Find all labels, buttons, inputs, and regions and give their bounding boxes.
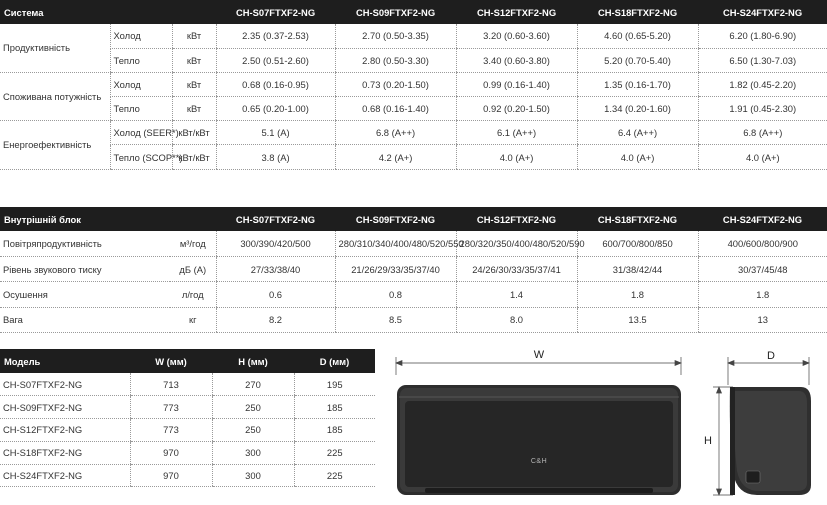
group-label: Продуктивність xyxy=(0,24,110,72)
value-cell: 21/26/29/33/35/37/40 xyxy=(335,256,456,281)
value-cell: 5.20 (0.70-5.40) xyxy=(577,48,698,72)
front-view xyxy=(397,385,681,495)
unit-label: л/год xyxy=(170,282,216,307)
height-cell: 250 xyxy=(212,419,294,442)
unit-label: м³/год xyxy=(170,231,216,256)
value-cell: 2.50 (0.51-2.60) xyxy=(216,48,335,72)
value-cell: 1.82 (0.45-2.20) xyxy=(698,72,827,96)
table-row xyxy=(0,121,827,145)
model-header: CH-S09FTXF2-NG xyxy=(335,0,456,24)
value-cell: 3.20 (0.60-3.60) xyxy=(456,24,577,48)
group-label: Енергоефективність xyxy=(0,121,110,169)
value-cell: 0.99 (0.16-1.40) xyxy=(456,72,577,96)
unit-label: кВт/кВт xyxy=(172,121,216,145)
param-label: Вага xyxy=(0,307,170,332)
dimensions-header-row xyxy=(0,349,375,373)
width-cell: 970 xyxy=(130,464,212,487)
mode-label: Тепло xyxy=(110,97,172,121)
table-row xyxy=(0,282,827,307)
mode-label: Холод (SEER*) xyxy=(110,121,172,145)
column-header: H (мм) xyxy=(212,349,294,373)
model-header: CH-S12FTXF2-NG xyxy=(456,0,577,24)
value-cell: 0.73 (0.20-1.50) xyxy=(335,72,456,96)
value-cell: 1.4 xyxy=(456,282,577,307)
column-header: W (мм) xyxy=(130,349,212,373)
value-cell: 4.60 (0.65-5.20) xyxy=(577,24,698,48)
value-cell: 280/320/350/400/480/520/590 xyxy=(456,231,577,256)
table-row xyxy=(0,307,827,332)
value-cell: 6.1 (A++) xyxy=(456,121,577,145)
height-cell: 270 xyxy=(212,373,294,396)
width-label: W xyxy=(533,349,545,361)
value-cell: 8.0 xyxy=(456,307,577,332)
value-cell: 1.8 xyxy=(577,282,698,307)
model-header: CH-S24FTXF2-NG xyxy=(698,0,827,24)
table-row xyxy=(0,373,375,396)
table-row xyxy=(0,396,375,419)
depth-cell: 185 xyxy=(294,396,375,419)
value-cell: 1.91 (0.45-2.30) xyxy=(698,97,827,121)
value-cell: 6.50 (1.30-7.03) xyxy=(698,48,827,72)
value-cell: 13.5 xyxy=(577,307,698,332)
value-cell: 0.8 xyxy=(335,282,456,307)
unit-label: дБ (А) xyxy=(170,256,216,281)
table-row xyxy=(0,48,827,72)
value-cell: 0.65 (0.20-1.00) xyxy=(216,97,335,121)
value-cell: 6.8 (A++) xyxy=(698,121,827,145)
model-header: CH-S18FTXF2-NG xyxy=(577,0,698,24)
depth-cell: 225 xyxy=(294,441,375,464)
depth-cell: 225 xyxy=(294,464,375,487)
value-cell: 5.1 (A) xyxy=(216,121,335,145)
value-cell: 3.40 (0.60-3.80) xyxy=(456,48,577,72)
depth-label: D xyxy=(767,350,775,362)
table-row xyxy=(0,441,375,464)
value-cell: 8.2 xyxy=(216,307,335,332)
column-header: D (мм) xyxy=(294,349,375,373)
model-header: CH-S07FTXF2-NG xyxy=(216,207,335,231)
value-cell: 6.20 (1.80-6.90) xyxy=(698,24,827,48)
value-cell: 1.8 xyxy=(698,282,827,307)
width-cell: 773 xyxy=(130,419,212,442)
table-row xyxy=(0,464,375,487)
value-cell: 0.68 (0.16-1.40) xyxy=(335,97,456,121)
value-cell: 0.92 (0.20-1.50) xyxy=(456,97,577,121)
brand-logo: C&H xyxy=(530,458,548,465)
indoor-unit-table xyxy=(0,207,827,333)
param-label: Рівень звукового тиску xyxy=(0,256,170,281)
value-cell: 3.8 (A) xyxy=(216,145,335,169)
table-row xyxy=(0,24,827,48)
table-row xyxy=(0,145,827,169)
column-header: Модель xyxy=(0,349,130,373)
mode-label: Холод xyxy=(110,72,172,96)
model-header: CH-S12FTXF2-NG xyxy=(456,207,577,231)
mode-label: Тепло (SCOP**) xyxy=(110,145,172,169)
group-label: Споживана потужність xyxy=(0,72,110,120)
model-cell: CH-S18FTXF2-NG xyxy=(0,441,130,464)
model-cell: CH-S09FTXF2-NG xyxy=(0,396,130,419)
indoor-header-row xyxy=(0,207,827,231)
mode-label: Тепло xyxy=(110,48,172,72)
dimensions-table xyxy=(0,349,375,487)
height-cell: 250 xyxy=(212,396,294,419)
table-row xyxy=(0,231,827,256)
value-cell: 8.5 xyxy=(335,307,456,332)
value-cell: 13 xyxy=(698,307,827,332)
unit-label: кВт/кВт xyxy=(172,145,216,169)
value-cell: 4.0 (A+) xyxy=(456,145,577,169)
width-cell: 773 xyxy=(130,396,212,419)
mode-label: Холод xyxy=(110,24,172,48)
model-header: CH-S09FTXF2-NG xyxy=(335,207,456,231)
height-label: H xyxy=(704,435,712,447)
value-cell: 4.2 (A+) xyxy=(335,145,456,169)
system-header: Система xyxy=(0,0,216,24)
value-cell: 1.34 (0.20-1.60) xyxy=(577,97,698,121)
value-cell: 4.0 (A+) xyxy=(698,145,827,169)
height-cell: 300 xyxy=(212,464,294,487)
unit-label: кВт xyxy=(172,97,216,121)
value-cell: 2.80 (0.50-3.30) xyxy=(335,48,456,72)
width-cell: 970 xyxy=(130,441,212,464)
param-label: Повітряпродуктивність xyxy=(0,231,170,256)
table-row xyxy=(0,256,827,281)
table-row xyxy=(0,419,375,442)
value-cell: 0.6 xyxy=(216,282,335,307)
model-header: CH-S18FTXF2-NG xyxy=(577,207,698,231)
unit-label: кВт xyxy=(172,72,216,96)
value-cell: 2.35 (0.37-2.53) xyxy=(216,24,335,48)
unit-label: кг xyxy=(170,307,216,332)
height-cell: 300 xyxy=(212,441,294,464)
value-cell: 30/37/45/48 xyxy=(698,256,827,281)
value-cell: 2.70 (0.50-3.35) xyxy=(335,24,456,48)
value-cell: 6.4 (A++) xyxy=(577,121,698,145)
value-cell: 6.8 (A++) xyxy=(335,121,456,145)
value-cell: 280/310/340/400/480/520/550 xyxy=(335,231,456,256)
side-view xyxy=(730,387,811,495)
width-cell: 713 xyxy=(130,373,212,396)
indoor-header: Внутрішній блок xyxy=(0,207,216,231)
depth-cell: 185 xyxy=(294,419,375,442)
table-row xyxy=(0,97,827,121)
value-cell: 31/38/42/44 xyxy=(577,256,698,281)
value-cell: 400/600/800/900 xyxy=(698,231,827,256)
model-cell: CH-S07FTXF2-NG xyxy=(0,373,130,396)
system-header-row xyxy=(0,0,827,24)
depth-cell: 195 xyxy=(294,373,375,396)
system-table xyxy=(0,0,827,170)
unit-drawing xyxy=(385,345,827,505)
value-cell: 27/33/38/40 xyxy=(216,256,335,281)
model-cell: CH-S24FTXF2-NG xyxy=(0,464,130,487)
value-cell: 4.0 (A+) xyxy=(577,145,698,169)
table-row xyxy=(0,72,827,96)
model-header: CH-S24FTXF2-NG xyxy=(698,207,827,231)
value-cell: 1.35 (0.16-1.70) xyxy=(577,72,698,96)
value-cell: 300/390/420/500 xyxy=(216,231,335,256)
value-cell: 0.68 (0.16-0.95) xyxy=(216,72,335,96)
unit-label: кВт xyxy=(172,48,216,72)
model-header: CH-S07FTXF2-NG xyxy=(216,0,335,24)
param-label: Осушення xyxy=(0,282,170,307)
value-cell: 24/26/30/33/35/37/41 xyxy=(456,256,577,281)
value-cell: 600/700/800/850 xyxy=(577,231,698,256)
unit-label: кВт xyxy=(172,24,216,48)
model-cell: CH-S12FTXF2-NG xyxy=(0,419,130,442)
